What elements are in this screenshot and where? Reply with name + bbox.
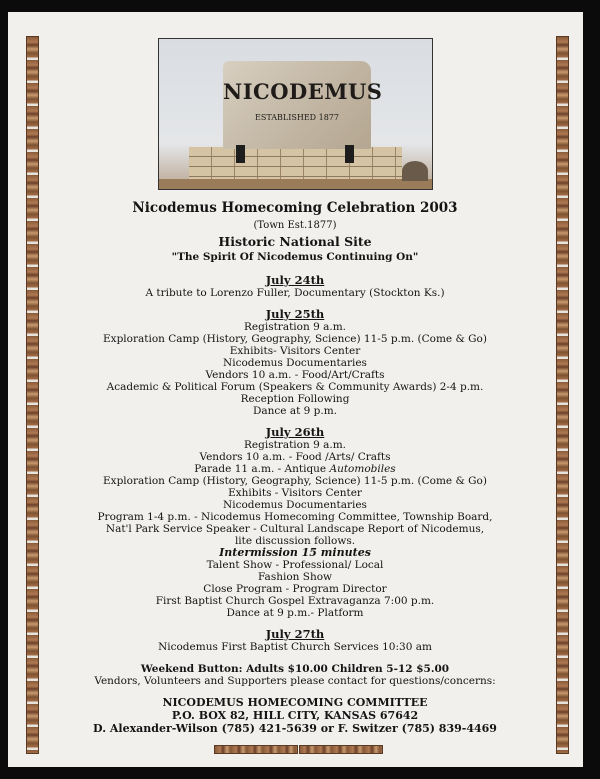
committee-address: P.O. BOX 82, HILL CITY, KANSAS 67642 <box>171 709 419 722</box>
july-25-line: Dance at 9 p.m. <box>252 405 338 417</box>
event-title: Nicodemus Homecoming Celebration 2003 <box>132 200 458 216</box>
july-26-program: lite discussion follows. <box>234 535 356 547</box>
july-26-program: Program 1-4 p.m. - Nicodemus Homecoming Committee, Township Board, <box>97 511 493 523</box>
july-25-line: Registration 9 a.m. <box>244 321 346 333</box>
historic-site-heading: Historic National Site <box>218 234 372 249</box>
july-26-camp: Exploration Camp (History, Geography, Science) 11-5 p.m. (Come & Go) <box>103 475 487 487</box>
july-26-heading: July 26th <box>265 425 325 439</box>
talent-show: Talent Show - Professional/ Local <box>206 559 384 571</box>
july-27-heading: July 27th <box>265 627 325 641</box>
left-brick-border <box>26 36 39 754</box>
sign-established: ESTABLISHED 1877 <box>255 113 339 122</box>
july-25-heading: July 25th <box>265 307 325 321</box>
july-26-documentaries: Nicodemus Documentaries <box>223 499 367 511</box>
parade-text: Parade 11 a.m. - Antique <box>194 463 330 475</box>
committee-name: NICODEMUS HOMECOMING COMMITTEE <box>162 696 428 709</box>
july-24-heading: July 24th <box>265 273 325 287</box>
july-26-program: Nat'l Park Service Speaker - Cultural Landscape Report of Nicodemus, <box>105 523 485 535</box>
july-26-registration: Registration 9 a.m. <box>244 439 346 451</box>
close-program: Close Program - Program Director <box>203 583 387 595</box>
july-25-line: Reception Following <box>240 393 350 405</box>
july-25-line: Nicodemus Documentaries <box>223 357 367 369</box>
shrub <box>402 161 428 181</box>
weekend-button-price: Weekend Button: Adults $10.00 Children 5-12 $5.00 <box>140 663 450 675</box>
july-27-line: Nicodemus First Baptist Church Services 10:30 am <box>158 641 432 653</box>
town-established: (Town Est.1877) <box>253 220 337 231</box>
gospel-extravaganza: First Baptist Church Gospel Extravaganza 7:00 p.m. <box>155 595 435 607</box>
july-25-line: Exploration Camp (History, Geography, Science) 11-5 p.m. (Come & Go) <box>103 333 487 345</box>
july-26-parade <box>48 463 542 475</box>
right-brick-border <box>556 36 569 754</box>
july-24-line: A tribute to Lorenzo Fuller, Documentary (Stockton Ks.) <box>145 287 445 299</box>
july-26-vendors: Vendors 10 a.m. - Food /Arts/ Crafts <box>199 451 391 463</box>
sign-stone <box>223 61 383 149</box>
fashion-show: Fashion Show <box>257 571 333 583</box>
july-26-exhibits: Exhibits - Visitors Center <box>228 487 362 499</box>
intermission: Intermission 15 minutes <box>219 546 371 559</box>
flyer-sheet <box>8 12 583 767</box>
july-25-line: Exhibits- Visitors Center <box>229 345 361 357</box>
ground <box>159 179 432 189</box>
contact-note: Vendors, Volunteers and Supporters please contact for questions/concerns: <box>94 675 496 687</box>
parade-automobiles: Automobiles <box>329 463 396 475</box>
july-25-line: Vendors 10 a.m. - Food/Art/Crafts <box>205 369 385 381</box>
sign-post-left <box>236 145 245 163</box>
sign-name: NICODEMUS <box>223 79 383 104</box>
july-25-line: Academic & Political Forum (Speakers & Community Awards) 2-4 p.m. <box>106 381 484 393</box>
july-26-dance: Dance at 9 p.m.- Platform <box>226 607 364 619</box>
motto: "The Spirit Of Nicodemus Continuing On" <box>171 251 419 263</box>
bottom-brick-ornament-right <box>299 745 383 754</box>
bottom-brick-ornament-left <box>214 745 298 754</box>
sign-post-right <box>345 145 354 163</box>
contact-phones: D. Alexander-Wilson (785) 421-5639 or F. Switzer (785) 839-4469 <box>93 722 497 735</box>
nicodemus-sign-photo <box>158 38 433 190</box>
